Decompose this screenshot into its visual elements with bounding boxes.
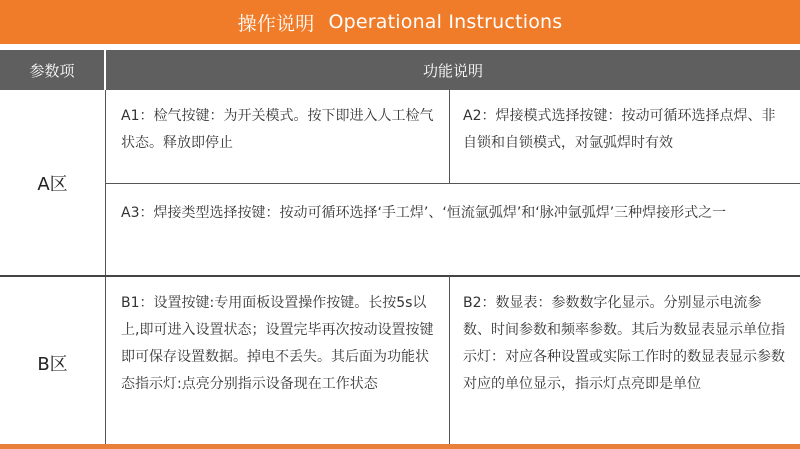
zone-b-label: B区 (0, 276, 106, 449)
header-function: 功能说明 (106, 50, 800, 90)
zone-a-label: A区 (0, 90, 106, 276)
cell-a1: A1：检气按键：为开关模式。按下即进入人工检气状态。释放即停止 (121, 108, 434, 151)
table-header-row (0, 50, 800, 90)
header-parameter: 参数项 (0, 50, 106, 90)
divider-a-b (0, 275, 800, 277)
divider-a1-a2 (449, 90, 450, 183)
title-chinese: 操作说明 (237, 12, 315, 35)
cell-a3: A3：焊接类型选择按键：按动可循环选择‘手工焊’、‘恒流氩弧焊’和‘脉冲氩弧焊’三种焊接形式之一 (121, 205, 727, 221)
cell-a2: A2：焊接模式选择按键：按动可循环选择点焊、非自锁和自锁模式，对氩弧焊时有效 (463, 108, 776, 151)
title-english: Operational Instructions (328, 11, 563, 33)
divider-a-row (106, 183, 800, 184)
divider-b1-b2 (449, 276, 450, 449)
instructions-table (0, 90, 800, 449)
cell-b2: B2：数显表：参数数字化显示。分别显示电流参数、时间参数和频率参数。其后为数显表显示单位指示灯：对应各种设置或实际工作时的数显表显示参数对应的单位显示，指示灯点亮即是单位 (463, 295, 785, 392)
bottom-accent-strip (0, 444, 800, 449)
cell-b1: B1：设置按键:专用面板设置操作按键。长按5s以上,即可进入设置状态；设置完毕再次按动设置按键即可保存设置数据。掉电不丢失。其后面为功能状态指示灯:点亮分别指示设备现在工作状态 (121, 295, 434, 392)
title-banner (0, 0, 800, 44)
